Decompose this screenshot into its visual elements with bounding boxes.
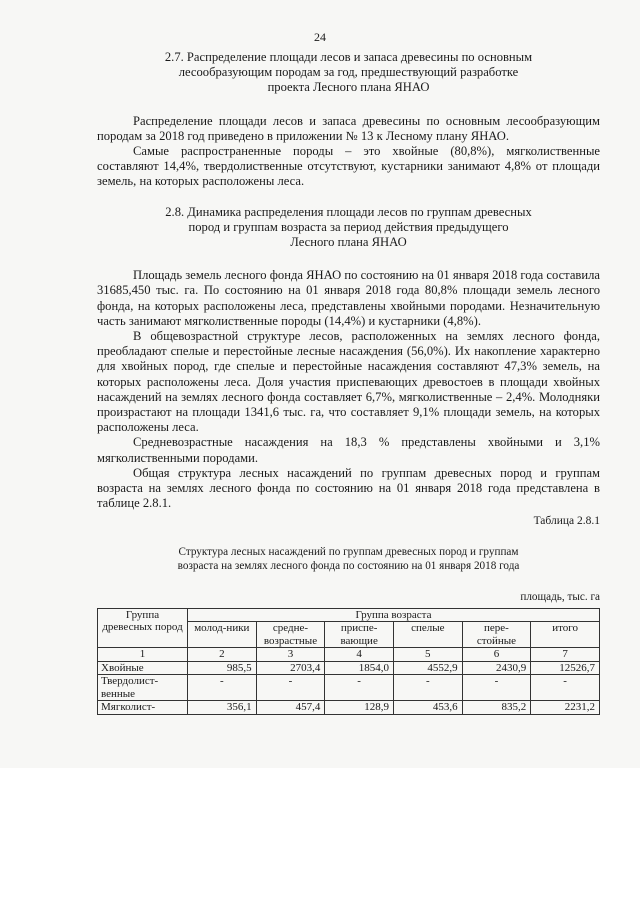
column-number: 7 bbox=[531, 648, 600, 662]
column-number: 1 bbox=[98, 648, 188, 662]
table-cell: 4552,9 bbox=[393, 661, 462, 675]
table-cell: 2231,2 bbox=[531, 701, 600, 715]
header-cell: спелые bbox=[393, 622, 462, 648]
header-cell: пере-стойные bbox=[462, 622, 531, 648]
caption-line: Структура лесных насаждений по группам древесных пород и группам bbox=[178, 545, 519, 558]
table-cell: 1854,0 bbox=[325, 661, 394, 675]
table-cell: 985,5 bbox=[188, 661, 257, 675]
header-group-column: Группа древесных пород bbox=[98, 608, 188, 648]
column-number: 2 bbox=[188, 648, 257, 662]
paragraph: Общая структура лесных насаждений по группам древесных пород и группам возраста на землях лесного фонда по состоянию на 01 января 2018 года представлена в таблице 2.8.1. bbox=[97, 465, 600, 511]
table-cell: - bbox=[188, 675, 257, 701]
column-number-row bbox=[98, 648, 600, 662]
forest-structure-table bbox=[97, 608, 600, 715]
caption-line: возраста на землях лесного фонда по состоянию на 01 января 2018 года bbox=[177, 559, 520, 572]
page-content bbox=[97, 50, 600, 715]
heading-line: проекта Лесного плана ЯНАО bbox=[267, 80, 430, 95]
table-cell: 2430,9 bbox=[462, 661, 531, 675]
table-header-row bbox=[98, 608, 600, 622]
table-cell: - bbox=[393, 675, 462, 701]
column-number: 6 bbox=[462, 648, 531, 662]
table-row bbox=[98, 675, 600, 701]
section-2-8-heading bbox=[97, 205, 600, 251]
paragraph: В общевозрастной структуре лесов, расположенных на землях лесного фонда, преобладают спелые и перестойные лесные насаждения (56,0%). Их накопление характерно для хвойных пород, где спелые и перестойные насаждения составляют 47,3% земель, на которых расположены леса. Доля участия приспевающих древостоев в площади хвойных насаждений на землях лесного фонда составляет 6,7%, мягколиственные – 2,4%. Молодняки произрастают на площади 1341,6 тыс. га, что составляет 9,1% площади земель, на которых расположены леса. bbox=[97, 329, 600, 435]
header-cell: молод-ники bbox=[188, 622, 257, 648]
paragraph: Самые распространенные породы – это хвойные (80,8%), мягколиственные составляют 14,4%, твердолиственные отсутствуют, кустарники занимают 4,8% от площади земель, на которых расположены леса. bbox=[97, 144, 600, 189]
heading-line: пород и группам возраста за период действия предыдущего bbox=[188, 219, 509, 234]
paragraph: Площадь земель лесного фонда ЯНАО по состоянию на 01 января 2018 года составила 31685,450 тыс. га. По состоянию на 01 января 2018 года 80,8% площади земель лесного фонда, на которых расположены леса, представлены хвойными породами. Незначительную часть занимают мягколиственные породы (14,4%) и кустарники (4,8%). bbox=[97, 268, 600, 328]
header-cell: средне-возрастные bbox=[256, 622, 325, 648]
table-cell: 12526,7 bbox=[531, 661, 600, 675]
table-number: Таблица 2.8.1 bbox=[533, 515, 600, 528]
section-2-7-heading bbox=[97, 50, 600, 96]
column-number: 5 bbox=[393, 648, 462, 662]
table-cell: 128,9 bbox=[325, 701, 394, 715]
page-number: 24 bbox=[314, 30, 326, 44]
table-cell: 453,6 bbox=[393, 701, 462, 715]
table-caption bbox=[97, 545, 600, 573]
table-cell: - bbox=[462, 675, 531, 701]
column-number: 4 bbox=[325, 648, 394, 662]
table-cell: 356,1 bbox=[188, 701, 257, 715]
paragraph: Средневозрастные насаждения на 18,3 % представлены хвойными и 3,1% мягколиственными породами. bbox=[97, 435, 600, 465]
table-cell: 835,2 bbox=[462, 701, 531, 715]
heading-line: 2.8. Динамика распределения площади лесов по группам древесных bbox=[165, 204, 532, 219]
header-age-group: Группа возраста bbox=[188, 608, 600, 622]
table-cell: 457,4 bbox=[256, 701, 325, 715]
table-row bbox=[98, 661, 600, 675]
row-label: Мягколист- bbox=[98, 701, 188, 715]
header-cell: итого bbox=[531, 622, 600, 648]
row-label: Хвойные bbox=[98, 661, 188, 675]
table-cell: - bbox=[256, 675, 325, 701]
column-number: 3 bbox=[256, 648, 325, 662]
paragraph: Распределение площади лесов и запаса древесины по основным лесообразующим породам за 2018 год приведено в приложении № 13 к Лесному плану ЯНАО. bbox=[97, 113, 600, 143]
heading-line: Лесного плана ЯНАО bbox=[290, 235, 407, 250]
header-cell: приспе-вающие bbox=[325, 622, 394, 648]
table-row bbox=[98, 701, 600, 715]
heading-line: лесообразующим породам за год, предшествующий разработке bbox=[178, 65, 519, 80]
table-unit: площадь, тыс. га bbox=[520, 590, 600, 603]
table-cell: - bbox=[531, 675, 600, 701]
heading-line: 2.7. Распределение площади лесов и запаса древесины по основным bbox=[164, 50, 533, 64]
table-cell: - bbox=[325, 675, 394, 701]
row-label: Твердолист-венные bbox=[98, 675, 188, 701]
table-cell: 2703,4 bbox=[256, 661, 325, 675]
